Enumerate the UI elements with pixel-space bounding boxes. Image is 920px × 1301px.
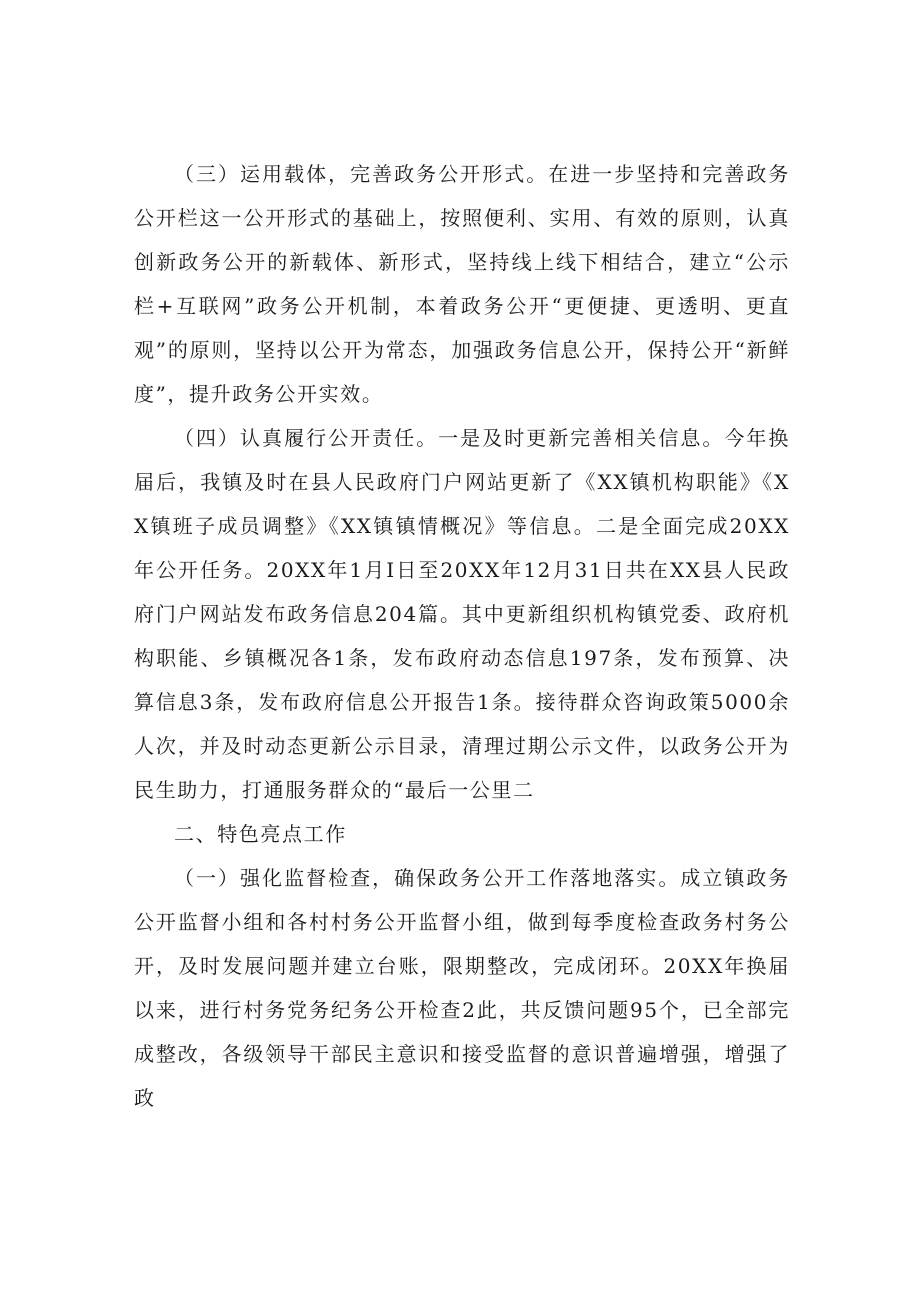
paragraph-publicity-duties: （四）认真履行公开责任。一是及时更新完善相关信息。今年换届后，我镇及时在县人民政府门户网站更新了《XX镇机构职能》《XX镇班子成员调整》《XX镇镇情概况》等信息。二是全面完成20XX年公开任务。20XX年1月I日至20XX年12月31日共在XX县人民政府门户网站发布政务信息204篇。其中更新组织机构镇党委、政府机构职能、乡镇概况各1条，发布政府动态信息197条，发布预算、决算信息3条，发布政府信息公开报告1条。接待群众咨询政策5000余人次，并及时动态更新公示目录，清理过期公示文件，以政务公开为民生助力，打通服务群众的“最后一公里二 [134, 426, 790, 802]
document-body [134, 152, 790, 1120]
paragraph-supervision: （一）强化监督检查，确保政务公开工作落地落实。成立镇政务公开监督小组和各村村务公开监督小组，做到每季度检查政务村务公开，及时发展问题并建立台账，限期整改，完成闭环。20XX年换届以来，进行村务党务纪务公开检查2此，共反馈问题95个，已全部完成整改，各级领导干部民主意识和接受监督的意识普遍增强，增强了政 [134, 866, 790, 1110]
paragraph-publicity-forms: （三）运用载体，完善政务公开形式。在进一步坚持和完善政务公开栏这一公开形式的基础上，按照便利、实用、有效的原则，认真创新政务公开的新载体、新形式，坚持线上线下相结合，建立“公示栏+互联网”政务公开机制，本着政务公开“更便捷、更透明、更直观”的原则，坚持以公开为常态，加强政务信息公开，保持公开“新鲜度”，提升政务公开实效。 [134, 162, 790, 406]
section-heading-highlights: 二、特色亮点工作 [174, 822, 347, 846]
